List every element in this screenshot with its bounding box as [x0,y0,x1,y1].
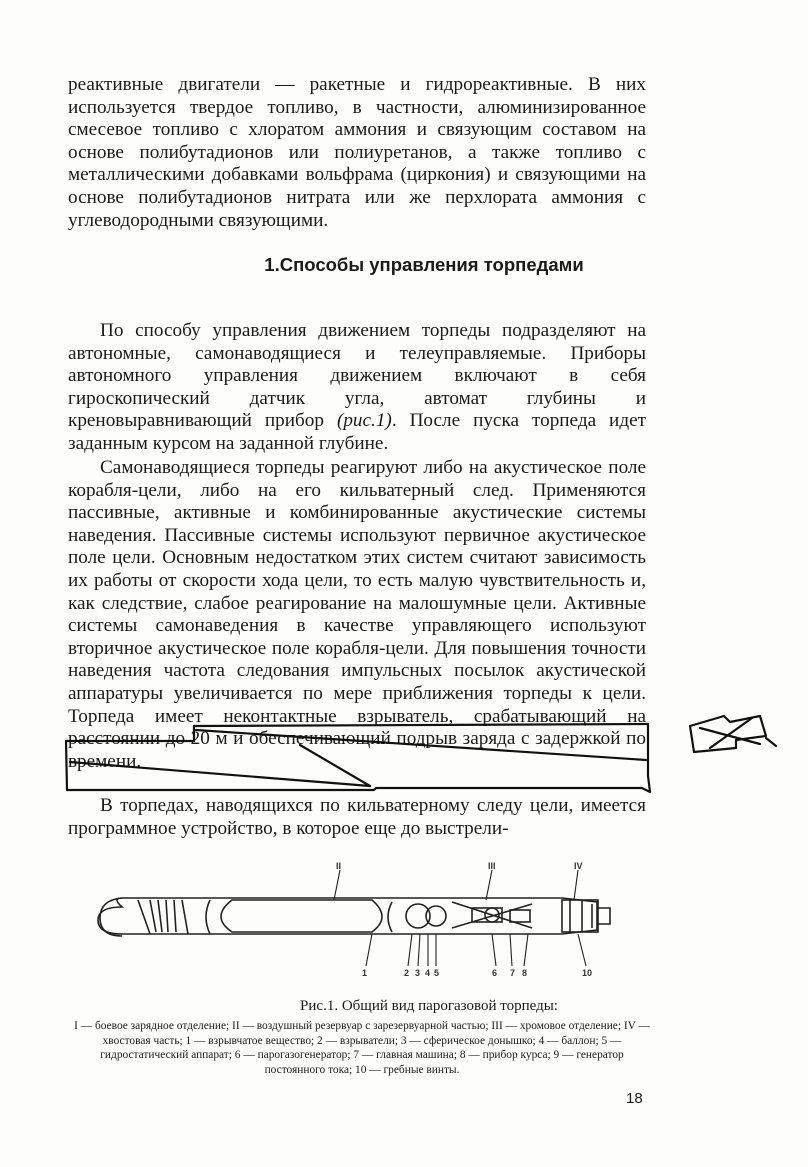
figure-reference: (рис.1) [336,410,392,432]
paragraph-homing [68,457,646,773]
svg-text:6: 6 [492,968,498,978]
paragraph-homing-text: Самонаводящиеся торпеды реагируют либо на акустическое поле корабля-цели, либо на его кильватерный след. Применяются пассивные, активные и комбинированные акустические системы наведения. Пассивные системы используют первичное акустическое поле цели. Основным недостатком этих систем считают зависимость их работы от скорости хода цели, то есть малую чувствительность и, как следствие, слабое реагирование на малошумные цели. Активные системы самонаведения в качестве управляющего используют вторичное акустическое поле корабля-цели. Для повышения точности наведения частота следования импульсных посылок акустической аппаратуры увеличивается по мере приближения торпеды к цели. [68,457,646,704]
svg-text:III: III [488,862,496,871]
svg-text:2: 2 [404,968,410,978]
paragraph-control-text: По способу управления движением торпеды подразделяют на автономные, самонаводящиеся и телеуправляемые. Приборы автономного управления движением включают в себя гироскопический датчик угла, автомат глубины и креновыравнивающий прибор [68,320,646,432]
paragraph-intro [68,74,646,232]
svg-text:8: 8 [522,968,528,978]
page-number: 18 [626,1090,643,1107]
margin-sketch [690,716,766,752]
air-vessel [221,900,382,932]
svg-text:1: 1 [362,968,368,978]
paragraph-control-text-end: . После пуска торпеда идет заданным курсом на заданной глубине. [68,410,646,454]
paragraph-intro-text: реактивные двигатели — ракетные и гидрореактивные. В них используется твердое топливо, в частности, алюминизированное смесевое топливо с хлоратом аммония и связующим составом на основе полибутадионов или полиуретанов, а также топливо с металлическими добавками вольфрама (циркония) и связующими на основе полибутадионов нитрата или же перхлората аммония с углеводородными связующими. [68,74,646,231]
torpedo-diagram [92,862,632,990]
svg-text:IV: IV [574,862,583,871]
section-heading: 1.Способы управления торпедами [264,254,584,275]
svg-text:4: 4 [425,968,431,978]
torpedo-hull [98,898,597,934]
figure-caption-body: I — боевое зарядное отделение; II — воздушный резервуар с зарезервуарной частью; III — хромовое отделение; IV — хвостовая часть; 1 — взрывчатое вещество; 2 — взрыватели; 3 — сферическое донышко; 4 — баллон; 5 — гидростатический аппарат; 6 — парогазогенератор; 7 — главная машина; 8 — прибор курса; 9 — генератор постоянного тока; 10 — гребные винты. [74,1020,650,1076]
svg-text:5: 5 [434,968,440,978]
figure-caption-title: Рис.1. Общий вид парогазовой торпеды: [300,998,558,1014]
paragraph-control-methods [68,320,646,456]
svg-text:3: 3 [415,968,421,978]
svg-text:7: 7 [510,968,516,978]
struck-sentence: Торпеда имеет неконтактные взрыватель, срабатывающий на расстоянии до 20 м и обеспечивающий подрыв заряда с задержкой по времени. [68,705,646,772]
svg-text:10: 10 [582,968,593,978]
paragraph-wake-text: В торпедах, наводящихся по кильватерному следу цели, имеется программное устройство, в которое еще до выстрели- [68,795,646,839]
paragraph-wake-homing [68,795,646,840]
svg-text:II: II [336,862,342,871]
